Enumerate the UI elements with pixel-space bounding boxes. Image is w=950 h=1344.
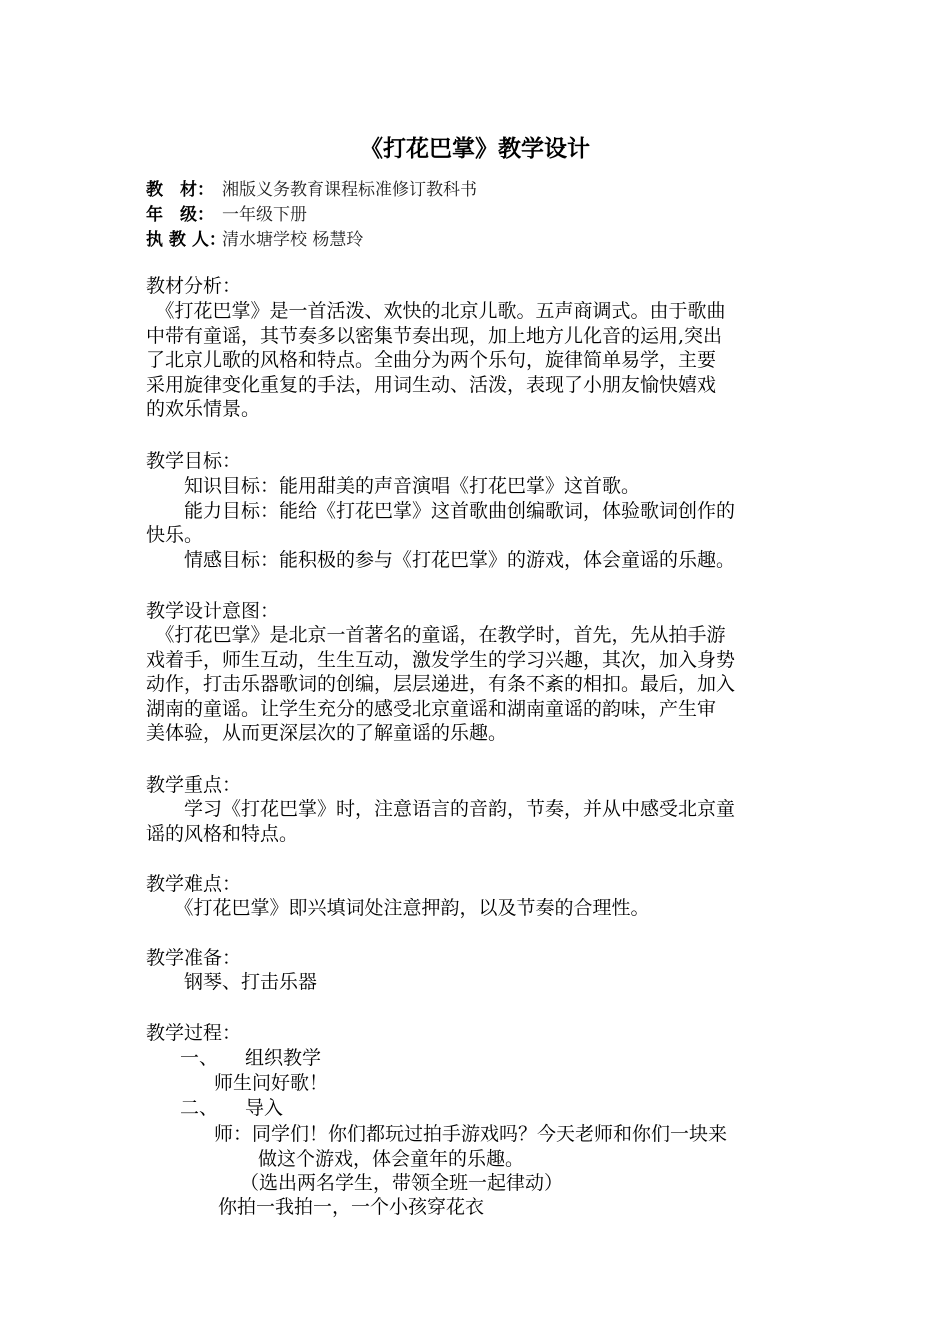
prep-paragraph bbox=[146, 970, 808, 995]
teacher-line-continued: 做这个游戏，体会童年的乐趣。 bbox=[258, 1148, 525, 1170]
step-title: 组织教学 bbox=[245, 1047, 322, 1069]
text-line: 中带有童谣，其节奏多以密集节奏出现，加上地方儿化音的运用,突出 bbox=[146, 324, 723, 347]
section-heading-process: 教学过程： bbox=[146, 1022, 242, 1044]
meta-grade bbox=[146, 203, 307, 227]
text-line: 快乐。 bbox=[146, 524, 204, 547]
intent-paragraph bbox=[146, 623, 808, 746]
step-text: 师生问好歌！ bbox=[214, 1072, 329, 1094]
meta-key: 教 材： bbox=[146, 180, 214, 200]
text-line: 《打花巴掌》即兴填词处注意押韵，以及节奏的合理性。 bbox=[146, 897, 650, 919]
section-heading-goals: 教学目标： bbox=[146, 450, 242, 472]
goals-paragraph bbox=[146, 474, 808, 572]
section-heading-prep: 教学准备： bbox=[146, 947, 242, 969]
text-line: 知识目标：能用甜美的声音演唱《打花巴掌》这首歌。 bbox=[146, 475, 641, 497]
text-line: 《打花巴掌》是北京一首著名的童谣，在教学时，首先，先从拍手游 bbox=[146, 624, 726, 646]
step-title: 导入 bbox=[245, 1097, 284, 1119]
step-number: 一、 bbox=[180, 1047, 219, 1069]
key-points-paragraph bbox=[146, 797, 808, 846]
meta-key: 年 级： bbox=[146, 205, 214, 225]
text-line: 戏着手，师生互动，生生互动，激发学生的学习兴趣，其次，加入身势 bbox=[146, 648, 736, 671]
text-line: 谣的风格和特点。 bbox=[146, 822, 299, 845]
rhyme-line: 你拍一我拍一，一个小孩穿花衣 bbox=[218, 1196, 485, 1218]
analysis-paragraph bbox=[146, 299, 808, 422]
step-number: 二、 bbox=[180, 1097, 219, 1119]
meta-value: 清水塘学校 杨慧玲 bbox=[222, 230, 364, 250]
text-line: 《打花巴掌》是一首活泼、欢快的北京儿歌。五声商调式。由于歌曲 bbox=[146, 300, 726, 322]
section-heading-intent: 教学设计意图： bbox=[146, 600, 280, 622]
meta-value: 湘版义务教育课程标准修订教科书 bbox=[222, 180, 477, 200]
text-line: 学习《打花巴掌》时，注意语言的音韵，节奏，并从中感受北京童 bbox=[146, 798, 736, 820]
meta-textbook bbox=[146, 178, 477, 202]
text-line: 的欢乐情景。 bbox=[146, 398, 261, 421]
text-line: 钢琴、打击乐器 bbox=[146, 971, 318, 993]
activity-note: （选出两名学生，带领全班一起律动） bbox=[240, 1172, 564, 1194]
section-heading-key-points: 教学重点： bbox=[146, 774, 242, 796]
section-heading-analysis: 教材分析： bbox=[146, 275, 242, 297]
difficulties-paragraph bbox=[146, 896, 808, 921]
meta-value: 一年级下册 bbox=[222, 205, 307, 225]
page-title: 《打花巴掌》教学设计 bbox=[360, 135, 590, 162]
text-line: 能力目标：能给《打花巴掌》这首歌曲创编歌词，体验歌词创作的 bbox=[146, 499, 736, 522]
text-line: 美体验，从而更深层次的了解童谣的乐趣。 bbox=[146, 722, 508, 745]
teacher-line: 师：同学们！你们都玩过拍手游戏吗？今天老师和你们一块来 bbox=[214, 1123, 728, 1145]
text-line: 情感目标：能积极的参与《打花巴掌》的游戏，体会童谣的乐趣。 bbox=[146, 548, 736, 571]
text-line: 采用旋律变化重复的手法，用词生动、活泼，表现了小朋友愉快嬉戏 bbox=[146, 373, 717, 396]
text-line: 了北京儿歌的风格和特点。全曲分为两个乐句，旋律简单易学，主要 bbox=[146, 349, 717, 372]
section-heading-difficulties: 教学难点： bbox=[146, 873, 242, 895]
meta-teacher bbox=[146, 228, 363, 252]
text-line: 动作，打击乐器歌词的创编，层层递进，有条不紊的相扣。最后，加入 bbox=[146, 673, 736, 696]
text-line: 湖南的童谣。让学生充分的感受北京童谣和湖南童谣的韵味，产生审 bbox=[146, 697, 717, 720]
meta-key: 执 教 人： bbox=[146, 230, 226, 250]
